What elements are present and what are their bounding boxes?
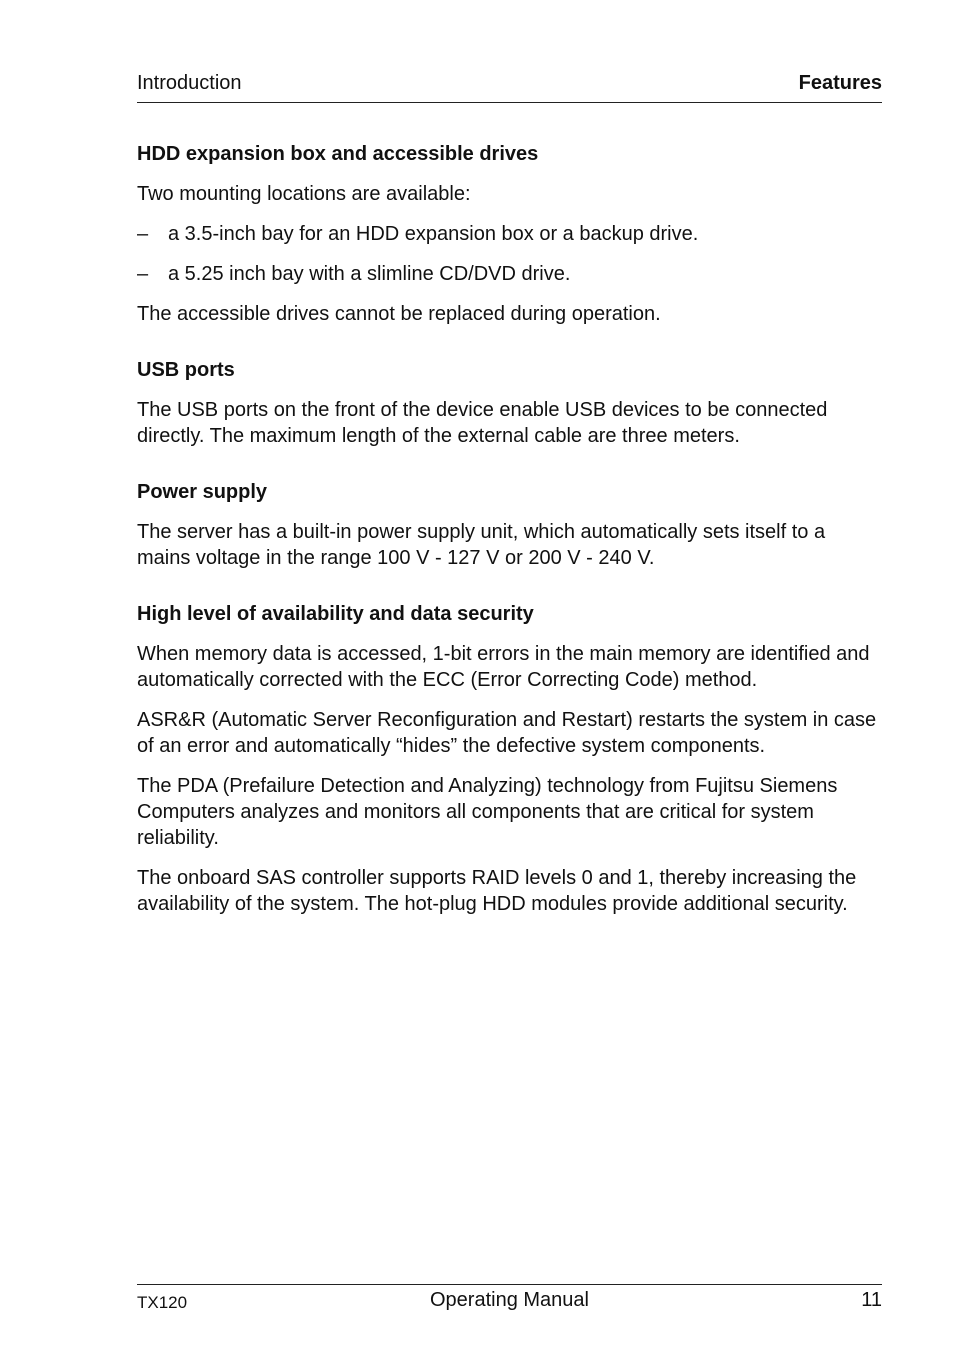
paragraph: When memory data is accessed, 1-bit errors in the main memory are identified and automatically corrected with the ECC (Error Correcting Code) method. (137, 643, 870, 691)
footer-manual-title: Operating Manual (430, 1289, 589, 1311)
header-section-title: Features (798, 72, 882, 94)
section-hdd-expansion (137, 141, 882, 327)
paragraph: Two mounting locations are available: (137, 183, 471, 205)
section-heading: USB ports (137, 359, 235, 381)
paragraph: The PDA (Prefailure Detection and Analyzing) technology from Fujitsu Siemens Computers analyzes and monitors all components that are critical for system reliability. (137, 775, 838, 849)
bullet-marker: – (137, 223, 149, 245)
header-chapter: Introduction (137, 72, 242, 94)
section-availability-security (137, 601, 882, 917)
paragraph: ASR&R (Automatic Server Reconfiguration and Restart) restarts the system in case of an error and automatically “hides” the defective system components. (137, 709, 877, 757)
bullet-marker: – (137, 263, 149, 285)
paragraph: The server has a built-in power supply unit, which automatically sets itself to a mains voltage in the range 100 V - 127 V or 200 V - 240 V. (137, 521, 826, 569)
page-header (137, 72, 882, 103)
list-item (137, 261, 882, 287)
page-content (137, 141, 882, 947)
section-heading: HDD expansion box and accessible drives (137, 143, 539, 165)
paragraph: The onboard SAS controller supports RAID levels 0 and 1, thereby increasing the availability of the system. The hot-plug HDD modules provide additional security. (137, 867, 857, 915)
paragraph: The accessible drives cannot be replaced during operation. (137, 303, 661, 325)
list-item-text: a 5.25 inch bay with a slimline CD/DVD drive. (168, 263, 571, 285)
section-power-supply (137, 479, 882, 571)
paragraph: The USB ports on the front of the device enable USB devices to be connected directly. The maximum length of the external cable are three meters. (137, 399, 828, 447)
page-number: 11 (861, 1289, 882, 1311)
list-item (137, 221, 882, 247)
section-usb-ports (137, 357, 882, 449)
section-heading: Power supply (137, 481, 268, 503)
footer-model: TX120 (137, 1293, 188, 1312)
section-heading: High level of availability and data security (137, 603, 534, 625)
page-footer (137, 1284, 882, 1315)
list-item-text: a 3.5-inch bay for an HDD expansion box or a backup drive. (168, 223, 699, 245)
